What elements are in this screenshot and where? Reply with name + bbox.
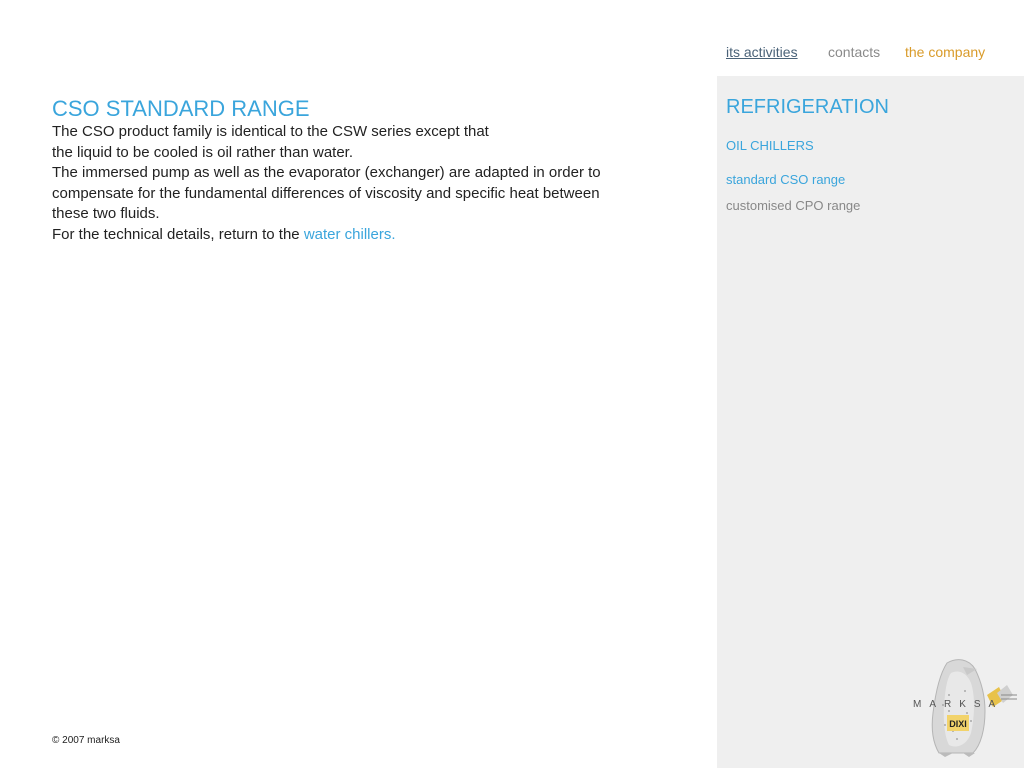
logo-badge-text: DIXI — [949, 719, 967, 729]
top-navigation — [0, 43, 1024, 63]
sidebar-item-customised-cpo-range[interactable]: customised CPO range — [726, 198, 861, 213]
marksa-logo — [905, 655, 1020, 760]
description-text — [52, 122, 692, 245]
water-chillers-link[interactable]: water chillers. — [303, 225, 396, 243]
nav-link-its-activities[interactable]: its activities — [726, 44, 798, 60]
nav-link-contacts[interactable]: contacts — [828, 44, 881, 60]
sidebar-item-oil-chillers[interactable]: OIL CHILLERS — [726, 138, 814, 153]
sidebar-item-standard-cso-range[interactable]: standard CSO range — [726, 172, 846, 187]
description-line-4: compensate for the fundamental differences of viscosity and specific heat between — [52, 184, 600, 202]
description-line-3: The immersed pump as well as the evaporator (exchanger) are adapted in order to — [52, 164, 601, 181]
technical-details-text: For the technical details, return to the — [52, 225, 300, 243]
description-line-6 — [52, 225, 692, 246]
sidebar-heading-refrigeration: REFRIGERATION — [726, 96, 889, 118]
nav-link-the-company[interactable]: the company — [905, 44, 986, 60]
description-line-2: the liquid to be cooled is oil rather than water. — [52, 143, 354, 161]
main-content — [52, 96, 692, 245]
penguin-logo-icon — [905, 655, 1020, 760]
logo-brand-text: MARKSA — [913, 699, 1004, 710]
description-line-5: these two fluids. — [52, 205, 160, 222]
copyright-footer: © 2007 marksa — [52, 735, 120, 746]
page-title: CSO STANDARD RANGE — [52, 96, 310, 121]
description-line-1: The CSO product family is identical to the CSW series except that — [52, 123, 489, 140]
